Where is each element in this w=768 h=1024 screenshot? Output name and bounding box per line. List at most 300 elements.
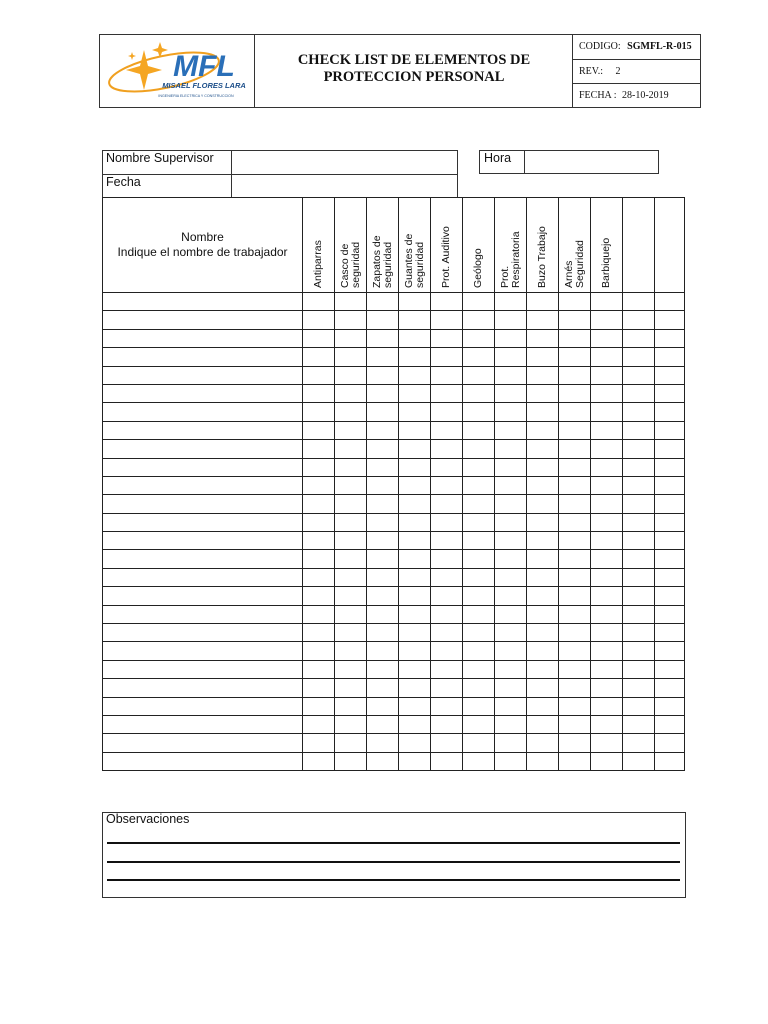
- check-cell[interactable]: [623, 384, 655, 402]
- check-cell[interactable]: [367, 403, 399, 421]
- check-cell[interactable]: [591, 476, 623, 494]
- check-cell[interactable]: [495, 440, 527, 458]
- check-cell[interactable]: [431, 679, 463, 697]
- check-cell[interactable]: [367, 476, 399, 494]
- check-cell[interactable]: [335, 587, 367, 605]
- check-cell[interactable]: [591, 532, 623, 550]
- check-cell[interactable]: [623, 550, 655, 568]
- check-cell[interactable]: [559, 440, 591, 458]
- check-cell[interactable]: [335, 715, 367, 733]
- check-cell[interactable]: [591, 293, 623, 311]
- worker-name-cell[interactable]: [103, 421, 303, 439]
- check-cell[interactable]: [463, 568, 495, 586]
- check-cell[interactable]: [591, 715, 623, 733]
- check-cell[interactable]: [655, 476, 685, 494]
- check-cell[interactable]: [399, 513, 431, 531]
- check-cell[interactable]: [655, 697, 685, 715]
- check-cell[interactable]: [527, 476, 559, 494]
- check-cell[interactable]: [559, 568, 591, 586]
- check-cell[interactable]: [463, 624, 495, 642]
- worker-name-cell[interactable]: [103, 642, 303, 660]
- check-cell[interactable]: [591, 697, 623, 715]
- check-cell[interactable]: [623, 293, 655, 311]
- check-cell[interactable]: [399, 587, 431, 605]
- worker-name-cell[interactable]: [103, 624, 303, 642]
- check-cell[interactable]: [431, 550, 463, 568]
- check-cell[interactable]: [399, 476, 431, 494]
- check-cell[interactable]: [335, 293, 367, 311]
- check-cell[interactable]: [623, 605, 655, 623]
- check-cell[interactable]: [431, 642, 463, 660]
- check-cell[interactable]: [431, 440, 463, 458]
- check-cell[interactable]: [335, 550, 367, 568]
- check-cell[interactable]: [399, 440, 431, 458]
- check-cell[interactable]: [303, 532, 335, 550]
- check-cell[interactable]: [655, 366, 685, 384]
- check-cell[interactable]: [367, 642, 399, 660]
- check-cell[interactable]: [463, 476, 495, 494]
- check-cell[interactable]: [623, 642, 655, 660]
- check-cell[interactable]: [399, 624, 431, 642]
- check-cell[interactable]: [591, 403, 623, 421]
- check-cell[interactable]: [591, 513, 623, 531]
- check-cell[interactable]: [335, 734, 367, 752]
- check-cell[interactable]: [399, 715, 431, 733]
- check-cell[interactable]: [399, 403, 431, 421]
- check-cell[interactable]: [623, 734, 655, 752]
- check-cell[interactable]: [463, 495, 495, 513]
- check-cell[interactable]: [495, 679, 527, 697]
- check-cell[interactable]: [527, 550, 559, 568]
- check-cell[interactable]: [463, 752, 495, 770]
- check-cell[interactable]: [527, 734, 559, 752]
- check-cell[interactable]: [399, 293, 431, 311]
- check-cell[interactable]: [559, 587, 591, 605]
- check-cell[interactable]: [431, 458, 463, 476]
- check-cell[interactable]: [559, 550, 591, 568]
- worker-name-cell[interactable]: [103, 679, 303, 697]
- check-cell[interactable]: [463, 587, 495, 605]
- check-cell[interactable]: [495, 697, 527, 715]
- check-cell[interactable]: [303, 366, 335, 384]
- check-cell[interactable]: [559, 752, 591, 770]
- check-cell[interactable]: [655, 642, 685, 660]
- check-cell[interactable]: [591, 458, 623, 476]
- check-cell[interactable]: [303, 513, 335, 531]
- check-cell[interactable]: [527, 513, 559, 531]
- check-cell[interactable]: [303, 440, 335, 458]
- check-cell[interactable]: [495, 532, 527, 550]
- check-cell[interactable]: [367, 421, 399, 439]
- check-cell[interactable]: [303, 679, 335, 697]
- check-cell[interactable]: [655, 440, 685, 458]
- check-cell[interactable]: [335, 348, 367, 366]
- worker-name-cell[interactable]: [103, 495, 303, 513]
- check-cell[interactable]: [367, 715, 399, 733]
- check-cell[interactable]: [655, 752, 685, 770]
- check-cell[interactable]: [431, 752, 463, 770]
- check-cell[interactable]: [335, 458, 367, 476]
- check-cell[interactable]: [335, 384, 367, 402]
- check-cell[interactable]: [591, 348, 623, 366]
- check-cell[interactable]: [367, 311, 399, 329]
- check-cell[interactable]: [303, 329, 335, 347]
- check-cell[interactable]: [655, 311, 685, 329]
- check-cell[interactable]: [591, 587, 623, 605]
- check-cell[interactable]: [463, 293, 495, 311]
- check-cell[interactable]: [655, 679, 685, 697]
- check-cell[interactable]: [399, 568, 431, 586]
- check-cell[interactable]: [335, 642, 367, 660]
- check-cell[interactable]: [495, 660, 527, 678]
- check-cell[interactable]: [303, 458, 335, 476]
- check-cell[interactable]: [623, 495, 655, 513]
- check-cell[interactable]: [495, 384, 527, 402]
- check-cell[interactable]: [527, 384, 559, 402]
- check-cell[interactable]: [527, 605, 559, 623]
- check-cell[interactable]: [335, 329, 367, 347]
- check-cell[interactable]: [623, 532, 655, 550]
- check-cell[interactable]: [335, 752, 367, 770]
- check-cell[interactable]: [431, 421, 463, 439]
- check-cell[interactable]: [623, 660, 655, 678]
- check-cell[interactable]: [495, 624, 527, 642]
- check-cell[interactable]: [335, 403, 367, 421]
- check-cell[interactable]: [335, 311, 367, 329]
- check-cell[interactable]: [559, 476, 591, 494]
- worker-name-cell[interactable]: [103, 752, 303, 770]
- check-cell[interactable]: [463, 605, 495, 623]
- check-cell[interactable]: [303, 734, 335, 752]
- check-cell[interactable]: [367, 660, 399, 678]
- worker-name-cell[interactable]: [103, 532, 303, 550]
- check-cell[interactable]: [527, 715, 559, 733]
- check-cell[interactable]: [335, 532, 367, 550]
- check-cell[interactable]: [335, 440, 367, 458]
- check-cell[interactable]: [431, 568, 463, 586]
- check-cell[interactable]: [367, 605, 399, 623]
- check-cell[interactable]: [399, 532, 431, 550]
- check-cell[interactable]: [303, 587, 335, 605]
- check-cell[interactable]: [655, 495, 685, 513]
- worker-name-cell[interactable]: [103, 734, 303, 752]
- check-cell[interactable]: [495, 366, 527, 384]
- check-cell[interactable]: [591, 366, 623, 384]
- check-cell[interactable]: [559, 311, 591, 329]
- check-cell[interactable]: [367, 532, 399, 550]
- check-cell[interactable]: [591, 329, 623, 347]
- check-cell[interactable]: [527, 458, 559, 476]
- check-cell[interactable]: [367, 624, 399, 642]
- check-cell[interactable]: [367, 568, 399, 586]
- check-cell[interactable]: [655, 348, 685, 366]
- check-cell[interactable]: [399, 384, 431, 402]
- supervisor-field[interactable]: [232, 150, 457, 173]
- check-cell[interactable]: [367, 697, 399, 715]
- check-cell[interactable]: [591, 752, 623, 770]
- check-cell[interactable]: [495, 513, 527, 531]
- check-cell[interactable]: [527, 293, 559, 311]
- check-cell[interactable]: [527, 568, 559, 586]
- worker-name-cell[interactable]: [103, 513, 303, 531]
- check-cell[interactable]: [303, 293, 335, 311]
- worker-name-cell[interactable]: [103, 348, 303, 366]
- check-cell[interactable]: [303, 495, 335, 513]
- worker-name-cell[interactable]: [103, 458, 303, 476]
- check-cell[interactable]: [559, 329, 591, 347]
- check-cell[interactable]: [367, 440, 399, 458]
- check-cell[interactable]: [463, 384, 495, 402]
- check-cell[interactable]: [495, 495, 527, 513]
- worker-name-cell[interactable]: [103, 384, 303, 402]
- check-cell[interactable]: [399, 311, 431, 329]
- check-cell[interactable]: [367, 384, 399, 402]
- check-cell[interactable]: [623, 752, 655, 770]
- check-cell[interactable]: [367, 458, 399, 476]
- check-cell[interactable]: [463, 458, 495, 476]
- check-cell[interactable]: [495, 403, 527, 421]
- check-cell[interactable]: [431, 605, 463, 623]
- check-cell[interactable]: [399, 366, 431, 384]
- check-cell[interactable]: [303, 605, 335, 623]
- check-cell[interactable]: [431, 624, 463, 642]
- check-cell[interactable]: [527, 421, 559, 439]
- check-cell[interactable]: [495, 458, 527, 476]
- check-cell[interactable]: [559, 660, 591, 678]
- check-cell[interactable]: [303, 421, 335, 439]
- worker-name-cell[interactable]: [103, 605, 303, 623]
- check-cell[interactable]: [559, 495, 591, 513]
- check-cell[interactable]: [591, 421, 623, 439]
- check-cell[interactable]: [527, 679, 559, 697]
- check-cell[interactable]: [367, 348, 399, 366]
- check-cell[interactable]: [591, 311, 623, 329]
- check-cell[interactable]: [303, 311, 335, 329]
- check-cell[interactable]: [527, 752, 559, 770]
- fecha-field[interactable]: [232, 175, 457, 197]
- worker-name-cell[interactable]: [103, 697, 303, 715]
- check-cell[interactable]: [495, 642, 527, 660]
- check-cell[interactable]: [431, 697, 463, 715]
- check-cell[interactable]: [335, 495, 367, 513]
- check-cell[interactable]: [495, 605, 527, 623]
- check-cell[interactable]: [463, 403, 495, 421]
- check-cell[interactable]: [303, 384, 335, 402]
- check-cell[interactable]: [431, 587, 463, 605]
- check-cell[interactable]: [527, 587, 559, 605]
- check-cell[interactable]: [623, 458, 655, 476]
- check-cell[interactable]: [431, 734, 463, 752]
- check-cell[interactable]: [367, 513, 399, 531]
- check-cell[interactable]: [335, 513, 367, 531]
- observaciones-line[interactable]: [107, 879, 680, 881]
- check-cell[interactable]: [399, 734, 431, 752]
- check-cell[interactable]: [463, 440, 495, 458]
- check-cell[interactable]: [559, 679, 591, 697]
- worker-name-cell[interactable]: [103, 440, 303, 458]
- check-cell[interactable]: [623, 624, 655, 642]
- check-cell[interactable]: [335, 476, 367, 494]
- check-cell[interactable]: [303, 697, 335, 715]
- check-cell[interactable]: [431, 513, 463, 531]
- check-cell[interactable]: [655, 329, 685, 347]
- check-cell[interactable]: [527, 697, 559, 715]
- check-cell[interactable]: [367, 587, 399, 605]
- worker-name-cell[interactable]: [103, 587, 303, 605]
- check-cell[interactable]: [463, 329, 495, 347]
- worker-name-cell[interactable]: [103, 366, 303, 384]
- check-cell[interactable]: [463, 513, 495, 531]
- check-cell[interactable]: [303, 403, 335, 421]
- check-cell[interactable]: [559, 458, 591, 476]
- check-cell[interactable]: [655, 293, 685, 311]
- check-cell[interactable]: [559, 348, 591, 366]
- check-cell[interactable]: [623, 476, 655, 494]
- worker-name-cell[interactable]: [103, 568, 303, 586]
- check-cell[interactable]: [303, 476, 335, 494]
- check-cell[interactable]: [335, 366, 367, 384]
- check-cell[interactable]: [623, 587, 655, 605]
- check-cell[interactable]: [431, 660, 463, 678]
- check-cell[interactable]: [591, 384, 623, 402]
- check-cell[interactable]: [655, 587, 685, 605]
- check-cell[interactable]: [399, 458, 431, 476]
- check-cell[interactable]: [463, 311, 495, 329]
- check-cell[interactable]: [559, 624, 591, 642]
- check-cell[interactable]: [495, 550, 527, 568]
- check-cell[interactable]: [527, 311, 559, 329]
- check-cell[interactable]: [527, 660, 559, 678]
- check-cell[interactable]: [431, 348, 463, 366]
- check-cell[interactable]: [463, 734, 495, 752]
- check-cell[interactable]: [527, 329, 559, 347]
- check-cell[interactable]: [303, 715, 335, 733]
- check-cell[interactable]: [399, 660, 431, 678]
- check-cell[interactable]: [367, 495, 399, 513]
- check-cell[interactable]: [399, 421, 431, 439]
- check-cell[interactable]: [591, 660, 623, 678]
- check-cell[interactable]: [495, 421, 527, 439]
- check-cell[interactable]: [303, 752, 335, 770]
- check-cell[interactable]: [623, 568, 655, 586]
- check-cell[interactable]: [303, 348, 335, 366]
- observaciones-line[interactable]: [107, 861, 680, 863]
- check-cell[interactable]: [527, 366, 559, 384]
- check-cell[interactable]: [463, 715, 495, 733]
- check-cell[interactable]: [367, 329, 399, 347]
- check-cell[interactable]: [335, 697, 367, 715]
- check-cell[interactable]: [463, 642, 495, 660]
- check-cell[interactable]: [559, 605, 591, 623]
- check-cell[interactable]: [431, 329, 463, 347]
- check-cell[interactable]: [591, 440, 623, 458]
- check-cell[interactable]: [623, 348, 655, 366]
- check-cell[interactable]: [655, 715, 685, 733]
- check-cell[interactable]: [655, 605, 685, 623]
- check-cell[interactable]: [335, 660, 367, 678]
- check-cell[interactable]: [559, 642, 591, 660]
- check-cell[interactable]: [655, 734, 685, 752]
- check-cell[interactable]: [591, 679, 623, 697]
- check-cell[interactable]: [303, 660, 335, 678]
- check-cell[interactable]: [463, 660, 495, 678]
- check-cell[interactable]: [623, 715, 655, 733]
- check-cell[interactable]: [527, 403, 559, 421]
- check-cell[interactable]: [559, 532, 591, 550]
- check-cell[interactable]: [559, 421, 591, 439]
- check-cell[interactable]: [335, 679, 367, 697]
- check-cell[interactable]: [527, 348, 559, 366]
- check-cell[interactable]: [495, 293, 527, 311]
- check-cell[interactable]: [559, 715, 591, 733]
- check-cell[interactable]: [463, 421, 495, 439]
- check-cell[interactable]: [655, 421, 685, 439]
- check-cell[interactable]: [623, 513, 655, 531]
- check-cell[interactable]: [431, 403, 463, 421]
- check-cell[interactable]: [399, 348, 431, 366]
- check-cell[interactable]: [399, 752, 431, 770]
- worker-name-cell[interactable]: [103, 311, 303, 329]
- check-cell[interactable]: [527, 532, 559, 550]
- check-cell[interactable]: [463, 532, 495, 550]
- check-cell[interactable]: [463, 348, 495, 366]
- check-cell[interactable]: [399, 697, 431, 715]
- check-cell[interactable]: [655, 624, 685, 642]
- check-cell[interactable]: [623, 366, 655, 384]
- check-cell[interactable]: [399, 550, 431, 568]
- check-cell[interactable]: [591, 495, 623, 513]
- check-cell[interactable]: [335, 421, 367, 439]
- check-cell[interactable]: [655, 550, 685, 568]
- hora-field[interactable]: [525, 151, 658, 173]
- check-cell[interactable]: [527, 440, 559, 458]
- check-cell[interactable]: [591, 624, 623, 642]
- check-cell[interactable]: [431, 715, 463, 733]
- check-cell[interactable]: [623, 403, 655, 421]
- check-cell[interactable]: [495, 568, 527, 586]
- check-cell[interactable]: [399, 329, 431, 347]
- check-cell[interactable]: [367, 550, 399, 568]
- check-cell[interactable]: [303, 642, 335, 660]
- check-cell[interactable]: [463, 550, 495, 568]
- check-cell[interactable]: [591, 550, 623, 568]
- check-cell[interactable]: [431, 293, 463, 311]
- check-cell[interactable]: [431, 311, 463, 329]
- check-cell[interactable]: [431, 384, 463, 402]
- check-cell[interactable]: [655, 513, 685, 531]
- observaciones-line[interactable]: [107, 842, 680, 844]
- worker-name-cell[interactable]: [103, 329, 303, 347]
- check-cell[interactable]: [495, 348, 527, 366]
- check-cell[interactable]: [655, 660, 685, 678]
- check-cell[interactable]: [431, 532, 463, 550]
- check-cell[interactable]: [559, 384, 591, 402]
- worker-name-cell[interactable]: [103, 403, 303, 421]
- check-cell[interactable]: [367, 752, 399, 770]
- check-cell[interactable]: [335, 568, 367, 586]
- check-cell[interactable]: [495, 311, 527, 329]
- check-cell[interactable]: [431, 495, 463, 513]
- check-cell[interactable]: [335, 624, 367, 642]
- check-cell[interactable]: [367, 366, 399, 384]
- check-cell[interactable]: [495, 329, 527, 347]
- worker-name-cell[interactable]: [103, 660, 303, 678]
- check-cell[interactable]: [527, 495, 559, 513]
- check-cell[interactable]: [559, 734, 591, 752]
- check-cell[interactable]: [623, 697, 655, 715]
- check-cell[interactable]: [591, 605, 623, 623]
- check-cell[interactable]: [367, 734, 399, 752]
